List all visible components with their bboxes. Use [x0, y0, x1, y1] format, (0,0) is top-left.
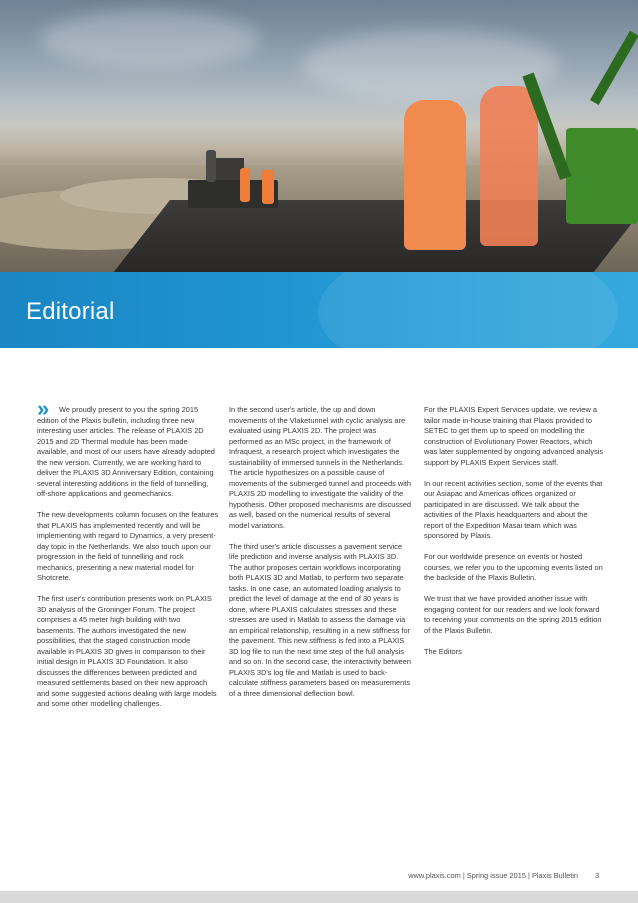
text-column-3 — [424, 405, 606, 668]
paragraph: In our recent activities section, some of the events that our Asiapac and Americas offices organized or participated in are discussed. We talk about the activities of the Plaxis headquarters and about the report of the Expedition Masai team which was sponsored by Plaxis. — [424, 478, 603, 540]
footer-text: www.plaxis.com | Spring issue 2015 | Plaxis Bulletin — [408, 871, 578, 880]
hero-photo — [0, 0, 638, 272]
text-column-1 — [37, 405, 219, 720]
paragraph: We proudly present to you the spring 2015 edition of the Plaxis bulletin, including three new interesting user articles. The release of PLAXIS 2D 2015 and 2D Thermal module has been made available, and most of our users have already adopted the new version. Currently, we are working hard to deliver the PLAXIS 3D Anniversary Edition, containing several interesting additions in the field of tunnelling, off-shore applications and geomechanics. — [37, 405, 215, 498]
paragraph: The new developments column focuses on the features that PLAXIS has implemented recently and will be implementing with regard to Dynamics, a very present-day topic in the Netherlands. We also touch upon our progression in the field of tunnelling and rock mechanics, presenting a new material model for Shotcrete. — [37, 510, 219, 582]
text-column-2 — [229, 405, 411, 710]
paragraph: The first user's contribution presents work on PLAXIS 3D analysis of the Groninger Forum. The project comprises a 45 meter high building with two basements. The authors investigated the new possibilities, that the staged construction mode available in PLAXIS 3D gives in comparison to their initial design in PLAXIS 3D Foundation. It also discusses the differences between predicted and measured settlements based on their new approach and some suggested actions dealing with large models and some other modelling challenges. — [37, 594, 217, 708]
bottom-bar — [0, 891, 638, 903]
signature: The Editors — [424, 646, 462, 656]
paragraph: We trust that we have provided another issue with engaging content for our readers and we look forward to receiving your comments on the spring 2015 edition of the Plaxis Bulletin. — [424, 594, 602, 635]
page-footer — [0, 869, 638, 883]
page-number: 3 — [595, 871, 600, 880]
double-chevron-icon: » — [37, 396, 50, 421]
page-title: Editorial — [26, 298, 115, 325]
paragraph: For the PLAXIS Expert Services update, we review a tailor made in-house training that Plaxis provided to SETEC to get them up to speed on modelling the construction of Evolutionary Power Reactors, which was later supplemented by ongoing advanced analysis support by PLAXIS Expert Services staff. — [424, 405, 604, 467]
paragraph: For our worldwide presence on events or hosted courses, we refer you to the upcoming events listed on the backside of the Plaxis Bulletin. — [424, 552, 603, 582]
paragraph: In the second user's article, the up and down movements of the Vlaketunnel with cyclic analysis are evaluated using PLAXIS 2D. The project was performed as an MSc project, in the framework of Infraquest, a research project which investigates the sustainability of immersed tunnels in the Netherlands. The article hypothesizes on a possible cause of movements of the submerged tunnel and proceeds with PLAXIS 2D modelling to investigate the validity of the hypothesis. Other proposed mechanisms are discussed as well, based on the numerical results of several model variations. — [229, 405, 411, 530]
paragraph: The third user's article discusses a pavement service life prediction and inverse analysis with PLAXIS 3D. The author proposes certain workflows incorporating both PLAXIS 3D and Matlab, to perform two separate tasks. In one case, an automated loading analysis to predict the level of damage at the end of 30 years is done, where PLAXIS calculates stresses and these stresses are used in Matlab to assess the damage via an empirical relationship, resulting in a new stiffness for the pavement. This new stiffness is fed into a PLAXIS 3D log file to run the next time step of the full analysis and so on. In the second case, the interactivity between PLAXIS 3D's log file and Matlab is used to back-calculate stiffness parameters based on measurements of a three dimensional deflection bowl. — [229, 541, 412, 698]
